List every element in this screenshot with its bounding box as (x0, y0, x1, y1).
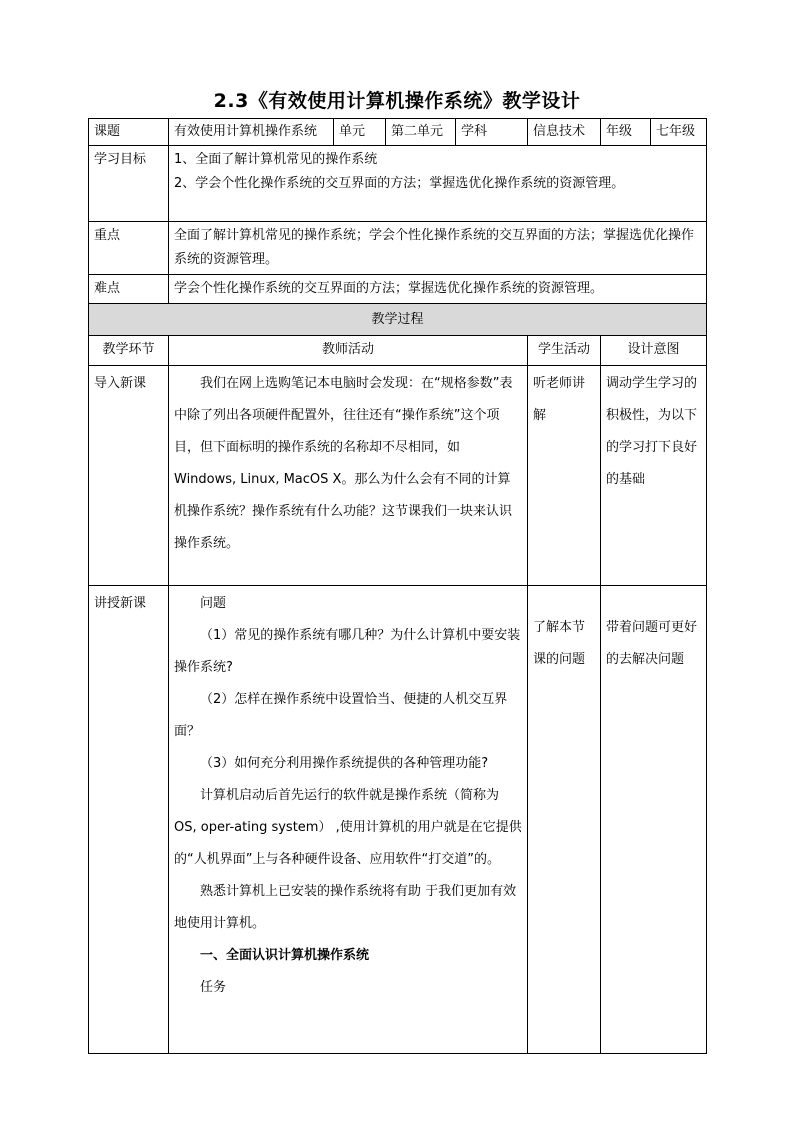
design-intent: 带着问题可更好的去解决问题 (601, 586, 707, 1054)
key-label: 重点 (89, 222, 169, 275)
grade-label: 年级 (601, 119, 651, 146)
lesson-plan-table (88, 118, 707, 1054)
goal-item: 1、全面了解计算机常见的操作系统 (174, 152, 378, 167)
column-header: 设计意图 (601, 336, 707, 366)
table-row (89, 366, 707, 586)
column-header: 教学环节 (89, 336, 169, 366)
teacher-paragraph: （1）常见的操作系统有哪几种？为什么计算机中要安装操作系统? (174, 628, 521, 675)
teacher-paragraph: （2）怎样在操作系统中设置恰当、便捷的人机交互界面？ (174, 692, 508, 739)
key-content: 全面了解计算机常见的操作系统；学会个性化操作系统的交互界面的方法；掌握选优化操作系统的资源管理。 (169, 222, 707, 275)
info-row (89, 119, 707, 146)
goal-item: 2、学会个性化操作系统的交互界面的方法；掌握选优化操作系统的资源管理。 (174, 176, 625, 191)
difficulty-content: 学会个性化操作系统的交互界面的方法；掌握选优化操作系统的资源管理。 (169, 275, 707, 304)
student-activity: 了解本节课的问题 (528, 586, 601, 1054)
topic-value: 有效使用计算机操作系统 (169, 119, 334, 146)
teacher-paragraph: 我们在网上选购笔记本电脑时会发现：在“规格参数”表中除了列出各项硬件配置外，往往还有“操作系统”这个项目，但下面标明的操作系统的名称却不尽相同，如 Windows, Linux, MacOS X。那么为什么会有不同的计算机操作系统？操作系统有什么功能？这节课我们一块来认识操作系统。 (174, 376, 513, 551)
teacher-paragraph: （3）如何充分利用操作系统提供的各种管理功能? (200, 756, 489, 771)
stage-cell: 导入新课 (89, 366, 169, 586)
teacher-activity (169, 366, 528, 586)
unit-value: 第二单元 (386, 119, 456, 146)
grade-value: 七年级 (651, 119, 707, 146)
section-heading: 一、全面认识计算机操作系统 (200, 948, 370, 963)
teacher-paragraph: 问题 (200, 596, 227, 611)
process-header-row (89, 336, 707, 366)
key-row (89, 222, 707, 275)
page-title: 2.3《有效使用计算机操作系统》教学设计 (213, 90, 581, 112)
goals-content (169, 146, 707, 222)
difficulty-label: 难点 (89, 275, 169, 304)
design-intent: 调动学生学习的积极性，为以下的学习打下良好的基础 (601, 366, 707, 586)
student-activity: 听老师讲解 (528, 366, 601, 586)
unit-label: 单元 (334, 119, 386, 146)
topic-label: 课题 (89, 119, 169, 146)
difficulty-row (89, 275, 707, 304)
teacher-activity (169, 586, 528, 1054)
process-section-title: 教学过程 (89, 304, 707, 336)
goals-label: 学习目标 (89, 146, 169, 222)
teacher-paragraph: 计算机启动后首先运行的软件就是操作系统（简称为 OS, oper-ating system） ,使用计算机的用户就是在它提供的“人机界面”上与各种硬件设备、应用软件“打交道”的。 (174, 788, 522, 867)
teacher-paragraph: 熟悉计算机上已安装的操作系统将有助 于我们更加有效地使用计算机。 (174, 884, 517, 931)
column-header: 学生活动 (528, 336, 601, 366)
subject-value: 信息技术 (528, 119, 601, 146)
stage-cell: 讲授新课 (89, 586, 169, 1054)
goals-row (89, 146, 707, 222)
column-header: 教师活动 (169, 336, 528, 366)
table-row (89, 586, 707, 1054)
teacher-paragraph: 任务 (200, 980, 227, 995)
subject-label: 学科 (456, 119, 528, 146)
process-title-row (89, 304, 707, 336)
